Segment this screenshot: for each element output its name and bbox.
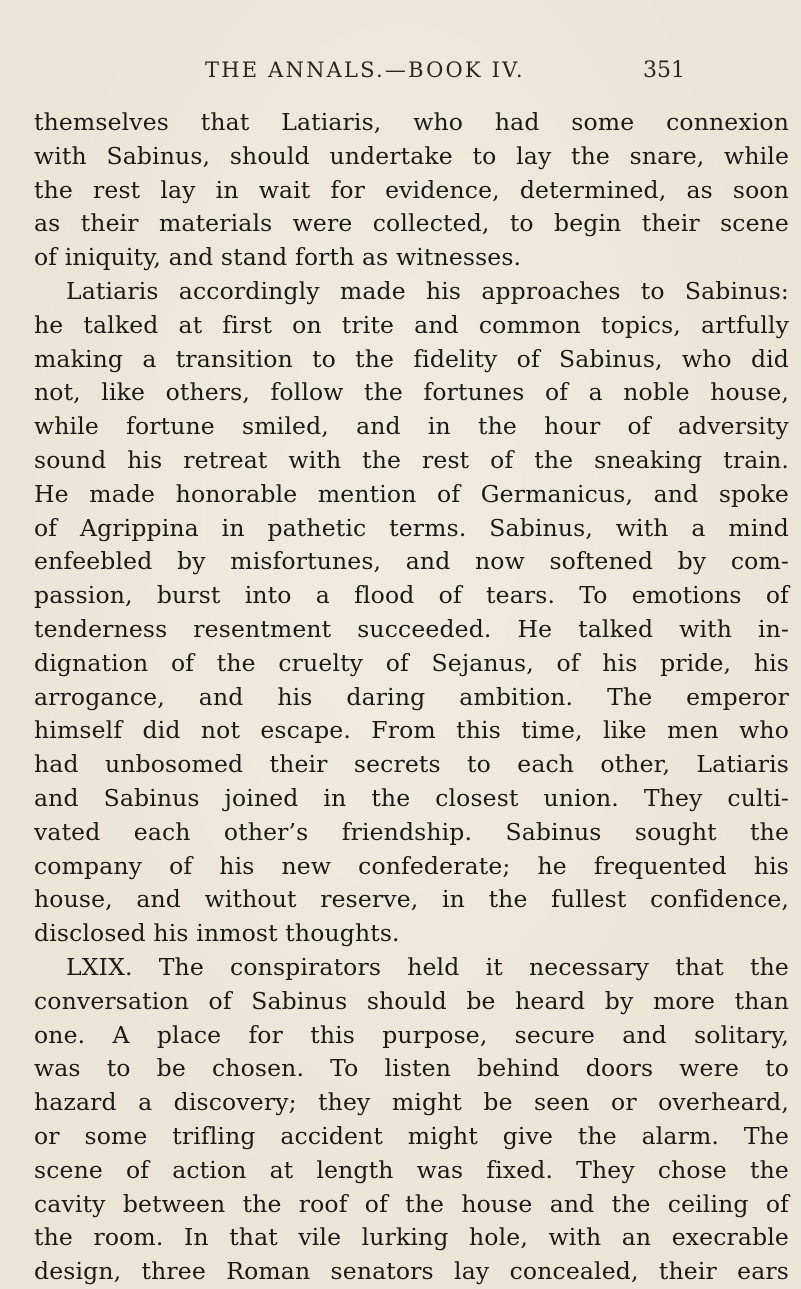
text-line: scene of action at length was fixed. They chose the (34, 1155, 789, 1184)
text-line: of iniquity, and stand forth as witnesses. (34, 243, 522, 272)
text-line: of Agrippina in pathetic terms. Sabinus, with a mind (34, 513, 789, 542)
running-head: THE ANNALS.—BOOK IV. (205, 58, 525, 82)
text-line: or some trifling accident might give the alarm. The (34, 1121, 789, 1150)
text-line: Latiaris accordingly made his approaches to Sabinus: (66, 276, 789, 305)
text-line: sound his retreat with the rest of the sneaking train. (34, 445, 789, 474)
text-line: while fortune smiled, and in the hour of adversity (34, 412, 789, 441)
text-line: design, three Roman senators lay concealed, their ears (34, 1257, 789, 1286)
text-line: LXIX. The conspirators held it necessary that the (66, 952, 789, 981)
text-line: passion, burst into a flood of tears. To emotions of (34, 581, 789, 610)
text-line: he talked at first on trite and common topics, artfully (34, 310, 789, 339)
text-line: themselves that Latiaris, who had some connexion (34, 108, 789, 136)
text-line: with Sabinus, should undertake to lay the snare, while (34, 141, 789, 170)
text-line: disclosed his inmost thoughts. (34, 919, 400, 948)
page-number: 351 (643, 58, 685, 83)
text-line: the room. In that vile lurking hole, with an execrable (34, 1223, 789, 1252)
text-line: and Sabinus joined in the closest union. They culti- (34, 783, 789, 812)
page-header (0, 58, 801, 98)
text-line: dignation of the cruelty of Sejanus, of his pride, his (34, 648, 789, 677)
text-line: making a transition to the fidelity of Sabinus, who did (34, 344, 789, 373)
text-line: himself did not escape. From this time, like men who (34, 716, 789, 745)
text-line: was to be chosen. To listen behind doors were to (34, 1054, 789, 1083)
text-line: arrogance, and his daring ambition. The emperor (34, 682, 789, 711)
text-line: one. A place for this purpose, secure and solitary, (34, 1020, 789, 1049)
text-line: He made honorable mention of Germanicus, and spoke (34, 479, 789, 508)
text-line: cavity between the roof of the house and the ceiling of (34, 1189, 789, 1218)
text-line: the rest lay in wait for evidence, determined, as soon (34, 175, 789, 204)
text-line: house, and without reserve, in the fullest confidence, (34, 885, 789, 914)
text-line: hazard a discovery; they might be seen or overheard, (34, 1088, 789, 1117)
text-line: as their materials were collected, to begin their scene (34, 209, 789, 238)
text-line: not, like others, follow the fortunes of a noble house, (34, 378, 789, 407)
text-line: enfeebled by misfortunes, and now softened by com- (34, 547, 789, 576)
text-line: company of his new confederate; he frequented his (34, 851, 789, 880)
text-line: vated each other’s friendship. Sabinus sought the (34, 817, 789, 846)
text-line: had unbosomed their secrets to each other, Latiaris (34, 750, 789, 779)
body-text (34, 106, 789, 1289)
text-line: conversation of Sabinus should be heard by more than (34, 986, 789, 1015)
text-line: tenderness resentment succeeded. He talked with in- (34, 614, 789, 643)
